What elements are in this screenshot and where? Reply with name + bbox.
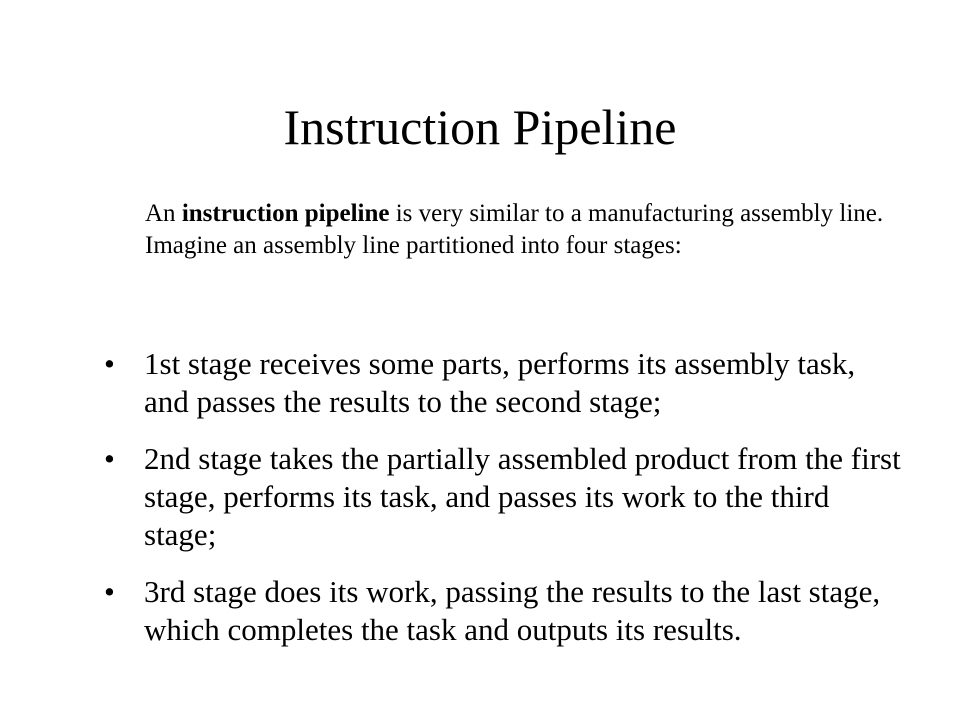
bullet-item	[104, 440, 904, 554]
bullet-marker: •	[104, 346, 115, 381]
intro-prefix: An	[145, 200, 182, 227]
intro-emphasis: instruction pipeline	[181, 200, 390, 227]
bullet-marker: •	[104, 441, 115, 476]
intro-paragraph	[145, 198, 905, 262]
intro-suffix: is very similar to a manufacturing assembly line. Imagine an assembly line partitioned into four stages:	[145, 200, 884, 259]
bullet-list	[104, 345, 904, 668]
bullet-text: 1st stage receives some parts, performs its assembly task, and passes the results to the second stage;	[144, 346, 856, 419]
bullet-item	[104, 573, 904, 649]
bullet-item	[104, 345, 904, 421]
bullet-text: 3rd stage does its work, passing the results to the last stage, which completes the task and outputs its results.	[144, 574, 881, 647]
slide-title: Instruction Pipeline	[283, 99, 677, 155]
bullet-text: 2nd stage takes the partially assembled product from the first stage, performs its task, and passes its work to the third stage;	[144, 441, 901, 552]
bullet-marker: •	[104, 574, 115, 609]
